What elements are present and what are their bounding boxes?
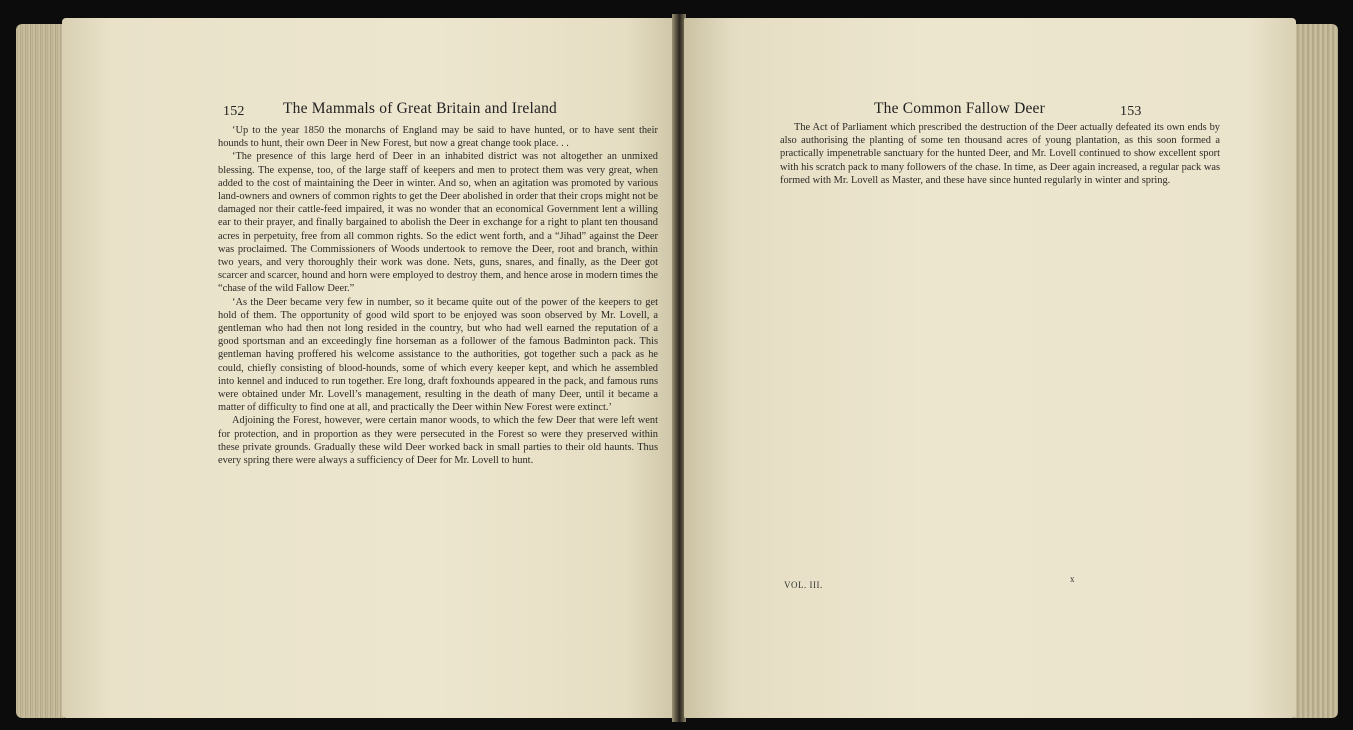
page-edges-left bbox=[16, 24, 64, 718]
left-page bbox=[62, 18, 674, 718]
right-page-number: 153 bbox=[1120, 104, 1142, 119]
paragraph: The Act of Parliament which prescribed the destruction of the Deer actually defeated its own ends by also authorising the planting of some ten thousand acres of young plantation, as this soon formed a practically impenetrable sanctuary for the hunted Deer, and Mr. Lovell continued to show excellent sport with his scratch pack to many followers of the chase. In time, as Deer again increased, a regular pack was formed with Mr. Lovell as Master, and these have since hunted regularly in winter and spring. bbox=[780, 122, 1220, 186]
signature-mark: x bbox=[1070, 574, 1075, 584]
page-edges-right bbox=[1294, 24, 1338, 718]
left-page-number: 152 bbox=[223, 104, 245, 119]
paragraph: ‘The presence of this large herd of Deer in an inhabited district was not altogether an unmixed blessing. The expense, too, of the large staff of keepers and men to protect them was very great, when added to the cost of maintaining the Deer in winter. And so, when an agitation was promoted by various land-owners and owners of common rights to get the Deer abolished in order that their crops might not be damaged nor their cattle-feed impaired, it was no wonder that an economical Government lent a willing ear to their prayer, and finally bargained to abolish the Deer in exchange for a right to plant ten thousand acres in perpetuity, free from all common rights. So the edict went forth, and a “Jihad” against the Deer was proclaimed. The Commissioners of Woods undertook to remove the Deer, root and branch, within two years, and very thoroughly their work was done. Nets, guns, snares, and finally, as the Deer got scarcer and scarcer, hound and horn were employed to destroy them, and hence arose in modern times the “chase of the wild Fallow Deer.” bbox=[218, 151, 658, 295]
paragraph: ‘As the Deer became very few in number, so it became quite out of the power of the keepers to get hold of them. The opportunity of good wild sport to be enjoyed was soon observed by Mr. Lovell, a gentleman who had then not long resided in the country, but who had well earned the reputation of a good sportsman and an exceedingly fine horseman as a follower of the famous Badminton pack. This gentleman having proffered his welcome assistance to the authorities, got together such a pack as he could, chiefly consisting of blood-hounds, some of which every keeper kept, and which he assembled into kennel and induced to run together. Ere long, draft foxhounds appeared in the pack, and famous runs were obtained under Mr. Lovell’s management, resulting in the death of many Deer, until it became a matter of difficulty to find one at all, and practically the Deer within New Forest were extinct.’ bbox=[218, 296, 658, 414]
paragraph: ‘Up to the year 1850 the monarchs of England may be said to have hunted, or to have sent their hounds to hunt, their own Deer in New Forest, but now a great change took place. . . bbox=[218, 125, 658, 150]
volume-footer: VOL. III. bbox=[784, 580, 823, 590]
right-running-head: The Common Fallow Deer bbox=[874, 100, 1045, 117]
left-running-head: The Mammals of Great Britain and Ireland bbox=[283, 100, 557, 117]
paragraph: Adjoining the Forest, however, were certain manor woods, to which the few Deer that were left went for protection, and in proportion as they were persecuted in the Forest so were they preserved within these private grounds. Gradually these wild Deer worked back in small parties to their old haunts. Thus every spring there were always a sufficiency of Deer for Mr. Lovell to hunt. bbox=[218, 415, 658, 467]
left-body-text bbox=[218, 124, 658, 467]
right-body-text bbox=[780, 121, 1220, 187]
right-page bbox=[684, 18, 1296, 718]
